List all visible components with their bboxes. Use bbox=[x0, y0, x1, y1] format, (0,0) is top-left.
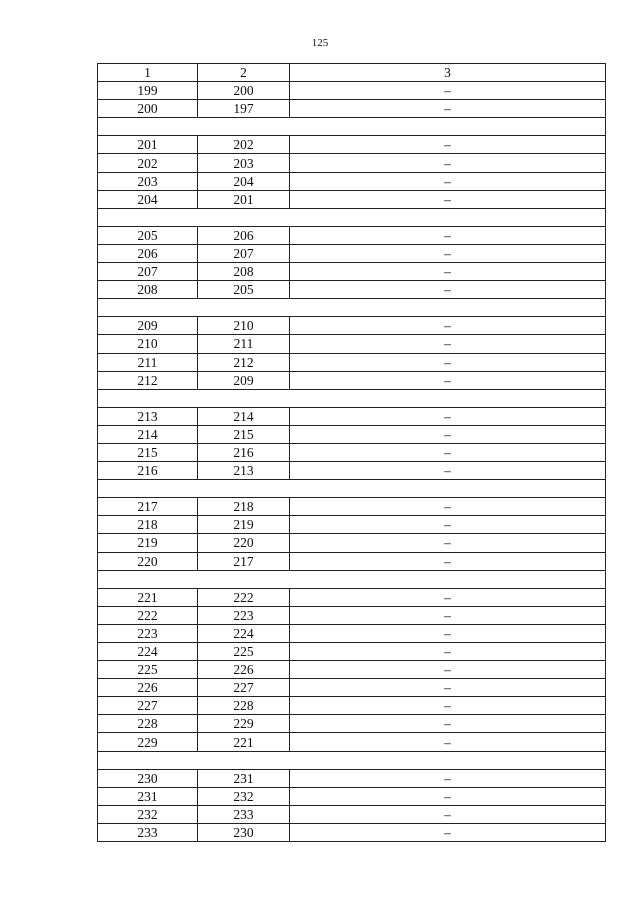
table-cell-col2: 223 bbox=[198, 606, 290, 624]
table-row bbox=[98, 443, 606, 461]
group-separator-row bbox=[98, 570, 606, 588]
table-body bbox=[98, 64, 606, 842]
table-cell-col1: 202 bbox=[98, 154, 198, 172]
table-row bbox=[98, 624, 606, 642]
group-separator-cell bbox=[98, 480, 606, 498]
table-cell-col3: – bbox=[290, 353, 606, 371]
table-cell-col3: – bbox=[290, 606, 606, 624]
table-cell-col2: 229 bbox=[198, 715, 290, 733]
table-cell-col1: 220 bbox=[98, 552, 198, 570]
table-cell-col3: – bbox=[290, 805, 606, 823]
group-separator-cell bbox=[98, 570, 606, 588]
table-cell-col3: – bbox=[290, 516, 606, 534]
table-cell-col2: 216 bbox=[198, 443, 290, 461]
table-cell-col1: 218 bbox=[98, 516, 198, 534]
table-cell-col1: 204 bbox=[98, 190, 198, 208]
table-cell-col3: – bbox=[290, 661, 606, 679]
table-row bbox=[98, 172, 606, 190]
table-cell-col3: – bbox=[290, 407, 606, 425]
table-cell-col2: 224 bbox=[198, 624, 290, 642]
group-separator-cell bbox=[98, 299, 606, 317]
table-cell-col3: – bbox=[290, 136, 606, 154]
table-cell-col2: 231 bbox=[198, 769, 290, 787]
table-cell-col3: – bbox=[290, 263, 606, 281]
page-number: 125 bbox=[311, 37, 329, 49]
table-cell-col3: – bbox=[290, 588, 606, 606]
table-row bbox=[98, 769, 606, 787]
table-cell-col3: – bbox=[290, 715, 606, 733]
table-cell-col2: 212 bbox=[198, 353, 290, 371]
table-cell-col1: 217 bbox=[98, 498, 198, 516]
table-cell-col1: 206 bbox=[98, 244, 198, 262]
table-cell-col3: – bbox=[290, 534, 606, 552]
table-row bbox=[98, 335, 606, 353]
table-cell-col1: 208 bbox=[98, 281, 198, 299]
table-row bbox=[98, 353, 606, 371]
table-cell-col2: 209 bbox=[198, 371, 290, 389]
table-cell-col3: – bbox=[290, 317, 606, 335]
table-cell-col1: 221 bbox=[98, 588, 198, 606]
table-cell-col2: 230 bbox=[198, 823, 290, 841]
group-separator-row bbox=[98, 118, 606, 136]
table-row bbox=[98, 371, 606, 389]
table-cell-col1: 205 bbox=[98, 226, 198, 244]
table-cell-col3: – bbox=[290, 443, 606, 461]
table-row bbox=[98, 588, 606, 606]
table-cell-col3: – bbox=[290, 190, 606, 208]
table-cell-col2: 218 bbox=[198, 498, 290, 516]
table-cell-col3: – bbox=[290, 679, 606, 697]
table-cell-col1: 229 bbox=[98, 733, 198, 751]
table-cell-col1: 207 bbox=[98, 263, 198, 281]
table-cell-col1: 227 bbox=[98, 697, 198, 715]
table-row bbox=[98, 226, 606, 244]
table-cell-col1: 203 bbox=[98, 172, 198, 190]
table-cell-col3: – bbox=[290, 226, 606, 244]
table-row bbox=[98, 823, 606, 841]
header-cell-2: 2 bbox=[198, 64, 290, 82]
table-row bbox=[98, 787, 606, 805]
table-cell-col3: – bbox=[290, 624, 606, 642]
table-row bbox=[98, 281, 606, 299]
table-cell-col1: 214 bbox=[98, 425, 198, 443]
table-cell-col2: 217 bbox=[198, 552, 290, 570]
table-cell-col1: 201 bbox=[98, 136, 198, 154]
table-cell-col3: – bbox=[290, 335, 606, 353]
table-cell-col1: 224 bbox=[98, 643, 198, 661]
table-cell-col3: – bbox=[290, 733, 606, 751]
table-cell-col2: 210 bbox=[198, 317, 290, 335]
group-separator-row bbox=[98, 751, 606, 769]
table-row bbox=[98, 643, 606, 661]
group-separator-row bbox=[98, 299, 606, 317]
table-cell-col1: 230 bbox=[98, 769, 198, 787]
table-cell-col1: 212 bbox=[98, 371, 198, 389]
table-cell-col3: – bbox=[290, 82, 606, 100]
table-row bbox=[98, 679, 606, 697]
table-cell-col3: – bbox=[290, 281, 606, 299]
group-separator-row bbox=[98, 389, 606, 407]
table-row bbox=[98, 462, 606, 480]
table-cell-col3: – bbox=[290, 643, 606, 661]
table-row bbox=[98, 805, 606, 823]
table-row bbox=[98, 154, 606, 172]
table-cell-col2: 206 bbox=[198, 226, 290, 244]
table-row bbox=[98, 733, 606, 751]
group-separator-cell bbox=[98, 389, 606, 407]
table-cell-col1: 216 bbox=[98, 462, 198, 480]
table-cell-col3: – bbox=[290, 769, 606, 787]
table-cell-col1: 211 bbox=[98, 353, 198, 371]
table-cell-col1: 199 bbox=[98, 82, 198, 100]
table-row bbox=[98, 317, 606, 335]
group-separator-cell bbox=[98, 751, 606, 769]
table-row bbox=[98, 263, 606, 281]
table-row bbox=[98, 552, 606, 570]
table-cell-col3: – bbox=[290, 498, 606, 516]
table-cell-col1: 223 bbox=[98, 624, 198, 642]
group-separator-row bbox=[98, 480, 606, 498]
table-row bbox=[98, 715, 606, 733]
table-cell-col2: 215 bbox=[198, 425, 290, 443]
table-cell-col1: 226 bbox=[98, 679, 198, 697]
table-cell-col2: 211 bbox=[198, 335, 290, 353]
table-cell-col3: – bbox=[290, 425, 606, 443]
table-cell-col2: 205 bbox=[198, 281, 290, 299]
table-row bbox=[98, 190, 606, 208]
table-row bbox=[98, 82, 606, 100]
table-row bbox=[98, 516, 606, 534]
table-cell-col1: 232 bbox=[98, 805, 198, 823]
table-cell-col1: 228 bbox=[98, 715, 198, 733]
table-cell-col2: 226 bbox=[198, 661, 290, 679]
table-cell-col3: – bbox=[290, 787, 606, 805]
data-table bbox=[97, 63, 606, 842]
header-cell-1: 1 bbox=[98, 64, 198, 82]
table-cell-col2: 225 bbox=[198, 643, 290, 661]
table-cell-col3: – bbox=[290, 697, 606, 715]
table-cell-col2: 213 bbox=[198, 462, 290, 480]
table-cell-col2: 203 bbox=[198, 154, 290, 172]
table-cell-col2: 202 bbox=[198, 136, 290, 154]
table-cell-col3: – bbox=[290, 172, 606, 190]
table-cell-col2: 233 bbox=[198, 805, 290, 823]
table-cell-col2: 200 bbox=[198, 82, 290, 100]
table-cell-col1: 213 bbox=[98, 407, 198, 425]
table-cell-col2: 207 bbox=[198, 244, 290, 262]
table-row bbox=[98, 606, 606, 624]
table-cell-col2: 208 bbox=[198, 263, 290, 281]
table-row bbox=[98, 425, 606, 443]
table-row bbox=[98, 498, 606, 516]
table-cell-col1: 225 bbox=[98, 661, 198, 679]
table-row bbox=[98, 136, 606, 154]
table-row bbox=[98, 407, 606, 425]
table-cell-col3: – bbox=[290, 100, 606, 118]
group-separator-cell bbox=[98, 208, 606, 226]
table-cell-col1: 233 bbox=[98, 823, 198, 841]
table-cell-col2: 204 bbox=[198, 172, 290, 190]
table-cell-col2: 201 bbox=[198, 190, 290, 208]
table-cell-col2: 222 bbox=[198, 588, 290, 606]
table-cell-col2: 219 bbox=[198, 516, 290, 534]
table-cell-col1: 222 bbox=[98, 606, 198, 624]
table-header-row bbox=[98, 64, 606, 82]
table-cell-col1: 209 bbox=[98, 317, 198, 335]
table-cell-col2: 227 bbox=[198, 679, 290, 697]
table-row bbox=[98, 661, 606, 679]
table-cell-col2: 232 bbox=[198, 787, 290, 805]
table-cell-col3: – bbox=[290, 552, 606, 570]
table-cell-col3: – bbox=[290, 371, 606, 389]
header-cell-3: 3 bbox=[290, 64, 606, 82]
table-cell-col3: – bbox=[290, 154, 606, 172]
table-cell-col2: 221 bbox=[198, 733, 290, 751]
table-cell-col2: 197 bbox=[198, 100, 290, 118]
table-cell-col3: – bbox=[290, 823, 606, 841]
table-row bbox=[98, 534, 606, 552]
table-cell-col3: – bbox=[290, 462, 606, 480]
table-cell-col2: 220 bbox=[198, 534, 290, 552]
table-row bbox=[98, 697, 606, 715]
table-cell-col1: 231 bbox=[98, 787, 198, 805]
table-cell-col1: 215 bbox=[98, 443, 198, 461]
group-separator-row bbox=[98, 208, 606, 226]
table-cell-col2: 214 bbox=[198, 407, 290, 425]
table-cell-col1: 219 bbox=[98, 534, 198, 552]
table-row bbox=[98, 244, 606, 262]
group-separator-cell bbox=[98, 118, 606, 136]
table-cell-col3: – bbox=[290, 244, 606, 262]
table-cell-col1: 200 bbox=[98, 100, 198, 118]
table-cell-col2: 228 bbox=[198, 697, 290, 715]
table-cell-col1: 210 bbox=[98, 335, 198, 353]
table-row bbox=[98, 100, 606, 118]
